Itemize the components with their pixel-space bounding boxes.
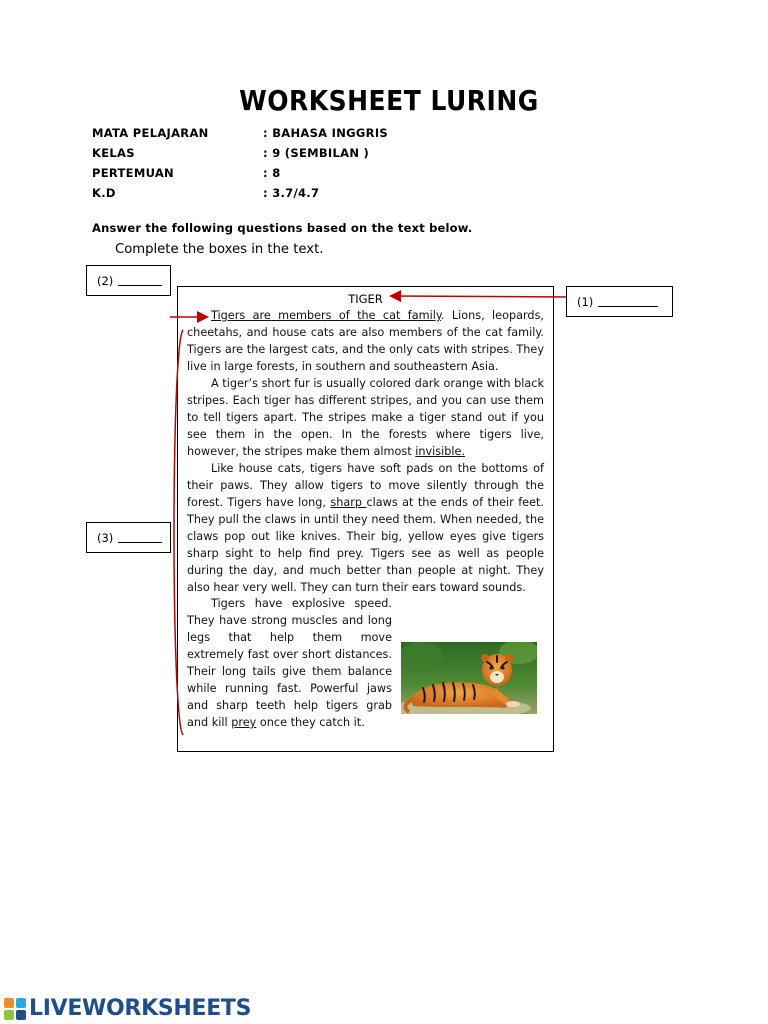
footer-brand: LIVEWORKSHEETS [29,996,252,1021]
info-key-subject: MATA PELAJARAN [92,126,209,140]
liveworksheets-logo-icon [4,998,26,1020]
instruction-heading: Answer the following questions based on the text below. [92,221,473,235]
answer-box-3-label: (3) [97,530,114,545]
paragraph-3-text-a: Like house cats, tigers have soft pads on the bottoms of their paws. They allow tigers to move silently through the forest. Tigers have long, [187,462,544,509]
answer-box-2-label: (2) [97,273,114,288]
word-prey: prey [231,716,257,729]
paragraph-2-text: A tiger’s short fur is usually colored dark orange with black stripes. Each tiger has different stripes, and you can use them to tell tigers apart. The stripes make a tiger stand out if you see them in the open. In the forests where tigers live, however, the stripes make them almost [187,377,544,458]
info-key-kd: K.D [92,186,116,200]
answer-box-1-label: (1) [577,294,594,309]
word-sharp: sharp [330,496,367,509]
word-invisible: invisible. [415,445,466,458]
instruction-subtext: Complete the boxes in the text. [115,242,324,257]
worksheet-title: WORKSHEET LURING [239,84,539,117]
info-key-class: KELAS [92,146,135,160]
info-key-meeting: PERTEMUAN [92,166,174,180]
paragraph-1-text: . Lions, leopards, cheetahs, and house cats are also members of the cat family. Tigers are the largest cats, and the only cats with stripes. They live in large forests, in southern and southeastern Asia. [187,309,545,373]
info-value-meeting: : 8 [263,166,281,180]
paragraph-4-text-a: Tigers have explosive speed. They have strong muscles and long legs that help them move extremely fast over short distances. Their long tails give them balance while running fast. Powerful jaws and sharp teeth help tigers grab and kill [187,597,392,729]
paragraph-3-text-b: claws at the ends of their feet. They pull the claws in until they need them. When needed, the claws pop out like knives. Their big, yellow eyes give tigers sharp sight to help find prey. Tigers see as well as people during the day, and much better than people at night. They also hear very well. They can turn their ears toward sounds. [187,496,544,594]
info-value-subject: : BAHASA INGGRIS [263,126,388,140]
topic-sentence: Tigers are members of the cat family [211,309,441,322]
paragraph-4-text-b: once they catch it. [256,716,365,729]
info-value-class: : 9 (SEMBILAN ) [263,146,370,160]
body-bracket [174,330,183,735]
passage-title: TIGER [348,292,383,306]
arrow-to-title [392,296,566,297]
info-value-kd: : 3.7/4.7 [263,186,320,200]
footer-logo[interactable] [4,996,251,1021]
